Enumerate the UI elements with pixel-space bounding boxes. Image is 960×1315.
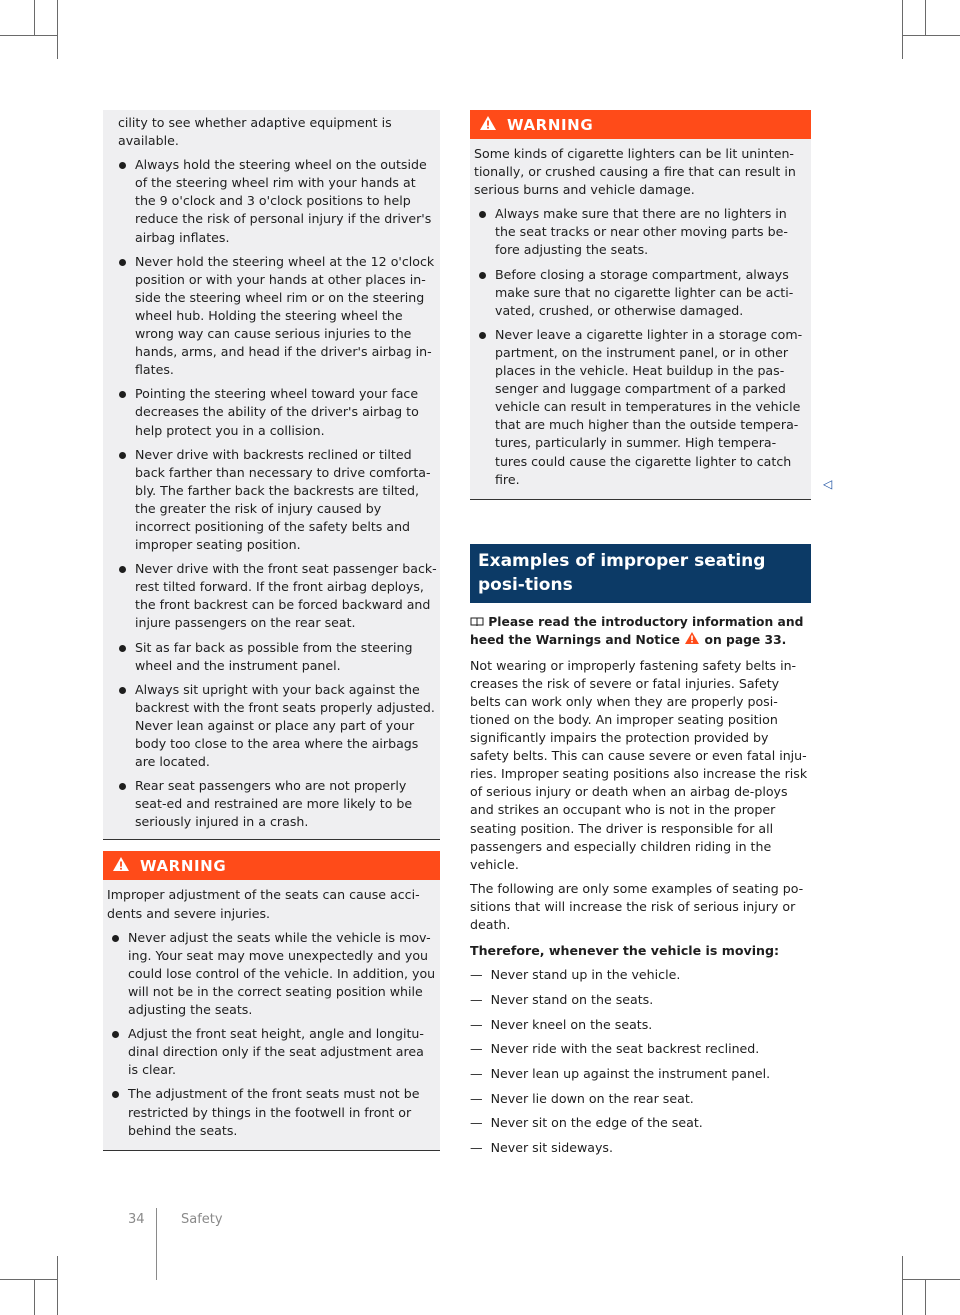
left-column — [103, 110, 440, 1151]
list-item: — Never kneel on the seats. — [470, 1016, 811, 1034]
warning-header — [470, 110, 811, 139]
warning-body — [103, 880, 440, 1150]
body-paragraph: The following are only some examples of seating po-sitions that will increase the risk of serious injury or death. — [470, 880, 804, 932]
warning-body — [470, 139, 811, 500]
list-item: Never drive with backrests reclined or tilted back farther than necessary to drive comforta-bly. The farther back the backrests are tilted, the greater the risk of injury caused by incorrect positioning of the safety belts and improper seating position. — [118, 446, 440, 555]
list-item: — Never ride with the seat backrest reclined. — [470, 1040, 811, 1058]
body-paragraph: Not wearing or improperly fastening safety belts in-creases the risk of severe or fatal injuries. Safety belts can work only when they are properly posi-tioned on the body. An improper seating position significantly impairs the protection provided by safety belts. This can cause severe or even fatal inju-ries. Improper seating positions also increase the risk of serious injury or death when an airbag de-ploys and strikes an occupant who is not in the proper seating position. The driver is responsible for all passengers and especially children riding in the vehicle. — [470, 657, 808, 872]
list-item: Before closing a storage compartment, always make sure that no cigarette lighter can be acti-vated, crushed, or otherwise damaged. — [478, 266, 807, 320]
list-item: Pointing the steering wheel toward your face decreases the ability of the driver's airbag to help protect you in a collision. — [118, 385, 440, 439]
warning-text: Some kinds of cigarette lighters can be lit uninten-tionally, or crushed causing a fire that can result in serious burns and vehicle damage. — [474, 146, 796, 198]
list-item: — Never sit on the edge of the seat. — [470, 1114, 811, 1132]
end-of-section-marker: ◁ — [823, 477, 833, 491]
warning-triangle-icon — [684, 633, 704, 647]
warning-triangle-icon — [479, 115, 497, 135]
warning-bullet-list — [474, 205, 807, 488]
list-item: Always make sure that there are no lighters in the seat tracks or near other moving parts be-fore adjusting the seats. — [478, 205, 807, 259]
crop-mark — [57, 0, 58, 59]
page-number: 34 — [128, 1212, 145, 1227]
intro-note — [470, 613, 811, 649]
crop-mark — [0, 35, 57, 36]
crop-mark — [34, 0, 35, 35]
crop-mark — [925, 1280, 926, 1315]
warning-bullet-list — [107, 929, 436, 1140]
right-column — [470, 110, 811, 1164]
list-item: Never adjust the seats while the vehicle is mov-ing. Your seat may move unexpectedly and you could lose control of the vehicle. In addition, you will not be in the correct seating position while adjusting the seats. — [111, 929, 436, 1019]
warning-triangle-icon — [112, 856, 130, 876]
list-item: Always sit upright with your back against the backrest with the front seats properly adjusted. Never lean against or place any part of your body too close to the area where the airbags are located. — [118, 681, 440, 771]
list-item: Always hold the steering wheel on the outside of the steering wheel rim with your hands at the 9 o'clock and 3 o'clock positions to help reduce the risk of personal injury if the driver's airbag inflates. — [118, 156, 440, 246]
crop-mark — [902, 1256, 903, 1315]
seat-warning-box — [103, 851, 440, 1150]
list-item: — Never lean up against the instrument panel. — [470, 1065, 811, 1083]
continued-text: cility to see whether adaptive equipment is available. — [118, 115, 392, 149]
lighter-warning-box — [470, 110, 811, 500]
list-item: — Never sit sideways. — [470, 1139, 811, 1157]
crop-mark — [34, 1280, 35, 1315]
intro-text: Please read the introductory information and heed the Warnings and Notice — [470, 614, 804, 647]
page-reference[interactable]: on page 33. — [704, 632, 787, 647]
list-item: — Never lie down on the rear seat. — [470, 1090, 811, 1108]
list-item: Adjust the front seat height, angle and longitu-dinal direction only if the seat adjustment area is clear. — [111, 1025, 436, 1079]
section-name: Safety — [181, 1212, 223, 1227]
footer-divider — [156, 1208, 157, 1280]
crop-mark — [903, 1279, 960, 1280]
list-item: — Never stand on the seats. — [470, 991, 811, 1009]
list-item: Never drive with the front seat passenger back-rest tilted forward. If the front airbag deploys, the front backrest can be forced backward and injure passengers on the rear seat. — [118, 560, 440, 632]
section-heading: Examples of improper seating posi-tions — [470, 544, 811, 603]
crop-mark — [57, 1256, 58, 1315]
list-item: The adjustment of the front seats must not be restricted by things in the footwell in front or behind the seats. — [111, 1085, 436, 1139]
crop-mark — [902, 0, 903, 59]
warning-text: Improper adjustment of the seats can cause acci-dents and severe injuries. — [107, 887, 420, 921]
list-item: Sit as far back as possible from the steering wheel and the instrument panel. — [118, 639, 440, 675]
continued-bullet-list — [118, 156, 440, 831]
continued-warning-box — [103, 110, 440, 840]
book-icon — [470, 615, 488, 629]
list-item: Never hold the steering wheel at the 12 o'clock position or with your hands at other places in-side the steering wheel rim or on the steering wheel hub. Holding the steering wheel the wrong way can cause serious injuries to the hands, arms, and head if the driver's airbag in-flates. — [118, 253, 440, 380]
list-item: Rear seat passengers who are not properly seat-ed and restrained are more likely to be seriously injured in a crash. — [118, 777, 440, 831]
crop-mark — [925, 0, 926, 35]
dash-list — [470, 966, 811, 1157]
crop-mark — [0, 1279, 57, 1280]
crop-mark — [903, 35, 960, 36]
bold-lead-in: Therefore, whenever the vehicle is moving: — [470, 943, 780, 959]
list-item: — Never stand up in the vehicle. — [470, 966, 811, 984]
warning-title: WARNING — [140, 856, 227, 875]
warning-title: WARNING — [507, 115, 594, 134]
list-item: Never leave a cigarette lighter in a storage com-partment, on the instrument panel, or in other places in the vehicle. Heat buildup in the pas-senger and luggage compartment of a parked vehicle can result in temperatures in the vehicle that are much higher than the outside tempera-tures, particularly in summer. High tempera-tures could cause the cigarette lighter to catch fire. — [478, 326, 807, 489]
warning-header — [103, 851, 440, 880]
